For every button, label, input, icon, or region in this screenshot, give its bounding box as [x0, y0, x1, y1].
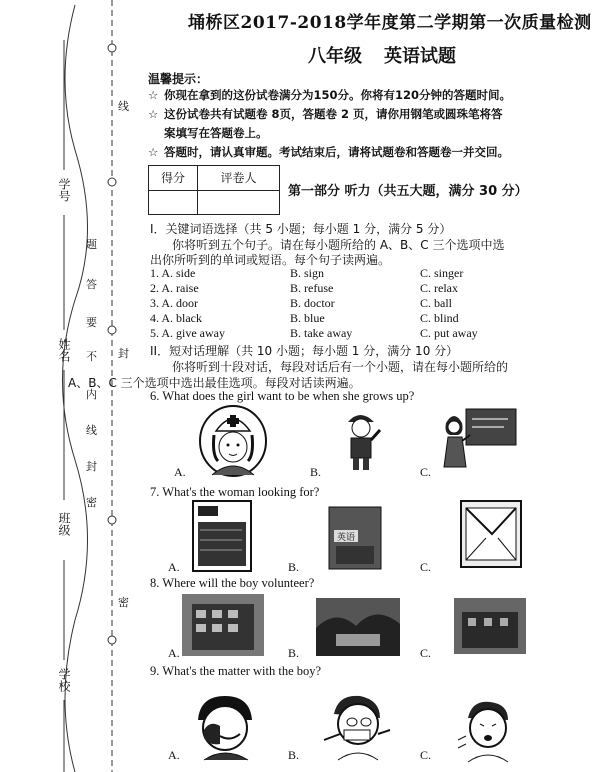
seal-char: 线	[118, 100, 129, 113]
option-b: B. sign	[290, 266, 325, 280]
toothache-boy-picture	[190, 690, 260, 762]
seal-char: 内	[86, 388, 97, 401]
exam-title: 埇桥区2017-2018学年度第二学期第一次质量检测	[188, 13, 592, 33]
seal-char: 封	[86, 460, 97, 473]
option-a: 2. A. raise	[150, 281, 199, 295]
option-a-label: A.	[174, 465, 186, 479]
police-officer-picture	[338, 408, 383, 472]
option-b: B. doctor	[290, 296, 335, 310]
option-c-label: C.	[420, 646, 432, 660]
option-b-label: B.	[288, 748, 300, 762]
exam-subtitle	[308, 42, 478, 68]
section1-title: I．关键词语选择（共 5 小题；每小题 1 分，满分 5 分）	[150, 222, 452, 236]
hospital-building-picture	[182, 594, 264, 656]
score-header: 得分	[149, 166, 198, 191]
book-title-text: 英语	[337, 533, 356, 543]
english-book-picture	[328, 506, 382, 570]
nurse-picture	[198, 405, 268, 477]
option-a: 1. A. side	[150, 266, 196, 280]
option-a-label: A.	[168, 748, 180, 762]
question-7: 7. What's the woman looking for?	[150, 485, 320, 499]
seal-char: 线	[86, 424, 97, 437]
seal-char: 密	[86, 496, 97, 509]
coughing-boy-picture	[454, 696, 520, 764]
section2-instruction: 你将听到十段对话，每段对话后有一个小题，请在每小题所给的	[172, 360, 509, 374]
old-peoples-home-picture	[454, 598, 526, 654]
student-number-label: 学号	[57, 178, 71, 202]
option-c: C. singer	[420, 266, 464, 280]
question-9: 9. What's the matter with the boy?	[150, 664, 322, 678]
section1-instruction: 出你所听到的单词或短语。每个句子读两遍。	[150, 253, 391, 267]
section1-instruction: 你将听到五个句子。请在每小题所给的 A、B、C 三个选项中选	[172, 238, 505, 252]
class-label: 班级	[57, 512, 71, 536]
option-c-label: C.	[420, 465, 432, 479]
option-a-label: A.	[168, 646, 180, 660]
option-c: C. blind	[420, 311, 459, 325]
option-a: 3. A. door	[150, 296, 198, 310]
seal-char: 不	[86, 350, 97, 363]
grader-header: 评卷人	[198, 166, 279, 191]
grade-label: 八年级	[308, 46, 362, 67]
option-c: C. put away	[420, 326, 478, 340]
part1-title: 第一部分 听力（共五大题，满分 30 分）	[288, 184, 528, 199]
option-b-label: B.	[288, 560, 300, 574]
option-c-label: C.	[420, 748, 432, 762]
option-b: B. blue	[290, 311, 325, 325]
option-b-label: B.	[288, 646, 300, 660]
score-box	[148, 165, 280, 215]
option-a: 4. A. black	[150, 311, 202, 325]
envelope-picture	[460, 500, 522, 568]
question-6: 6. What does the girl want to be when she grows up?	[150, 389, 415, 403]
school-label: 学校	[57, 668, 71, 692]
seal-char: 密	[118, 596, 129, 609]
subject-label: 英语试题	[384, 46, 456, 67]
newspaper-picture	[192, 500, 252, 572]
seal-char: 答	[86, 278, 97, 291]
question-8: 8. Where will the boy volunteer?	[150, 576, 315, 590]
option-c: C. ball	[420, 296, 452, 310]
option-b-label: B.	[310, 465, 322, 479]
teacher-picture	[440, 405, 520, 471]
option-c-label: C.	[420, 560, 432, 574]
section2-instruction: A、B、C 三个选项中选出最佳选项。每段对话读两遍。	[68, 376, 361, 390]
seal-char: 题	[86, 238, 97, 251]
sneezing-boy-picture	[322, 690, 392, 762]
option-b: B. refuse	[290, 281, 334, 295]
tip-item: ☆ 你现在拿到的这份试卷满分为150分。你将有120分钟的答题时间。	[148, 88, 512, 102]
tip-item: ☆ 答题时，请认真审题。考试结束后，请将试题卷和答题卷一并交回。	[148, 145, 509, 159]
student-name-label: 姓名	[57, 338, 71, 362]
park-picture	[316, 598, 400, 656]
seal-char: 封	[118, 347, 129, 360]
section2-title: II．短对话理解（共 10 小题；每小题 1 分，满分 10 分）	[150, 344, 459, 358]
tip-item: ☆ 这份试卷共有试题卷 8页，答题卷 2 页，请你用钢笔或圆珠笔将答	[148, 107, 503, 121]
tip-item: 案填写在答题卷上。	[164, 126, 268, 140]
option-a-label: A.	[168, 560, 180, 574]
option-b: B. take away	[290, 326, 353, 340]
option-c: C. relax	[420, 281, 458, 295]
seal-char: 要	[86, 316, 97, 329]
tips-title: 温馨提示：	[148, 72, 209, 86]
option-a: 5. A. give away	[150, 326, 225, 340]
